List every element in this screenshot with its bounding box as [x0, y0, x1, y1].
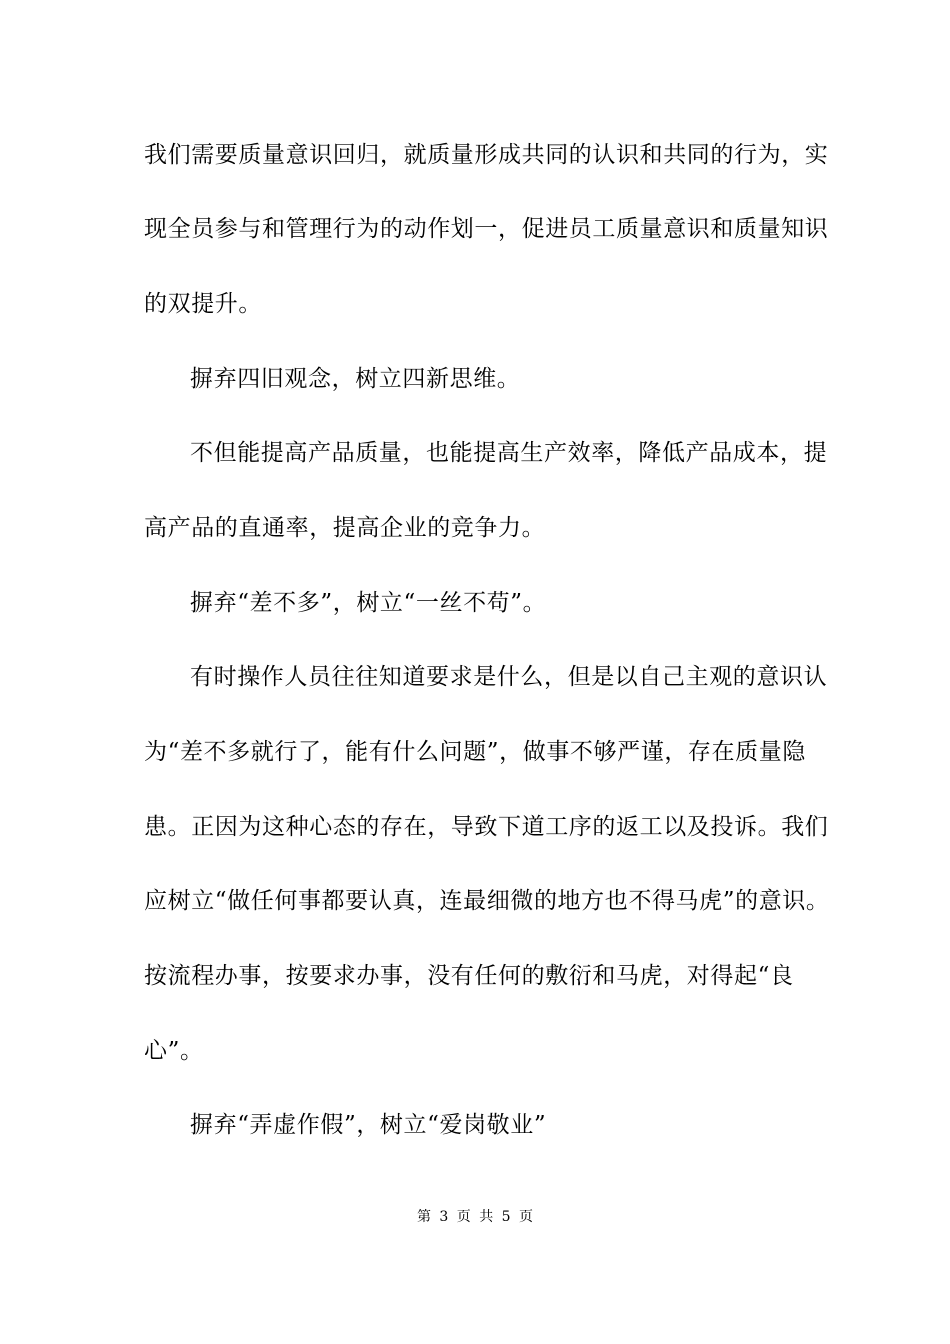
- body-text-line: 现全员参与和管理行为的动作划一，促进员工质量意识和质量知识: [144, 216, 829, 242]
- body-text-line: 应树立“做任何事都要认真，连最细微的地方也不得马虎”的意识。: [144, 888, 830, 914]
- body-text-line: 的双提升。: [144, 291, 262, 317]
- body-text-line: 我们需要质量意识回归，就质量形成共同的认识和共同的行为，实: [144, 142, 829, 168]
- body-text-line: 心”。: [144, 1038, 204, 1064]
- section-heading: 摒弃四旧观念，树立四新思维。: [190, 366, 521, 392]
- section-heading: 摒弃“差不多”，树立“一丝不苟”。: [190, 590, 547, 616]
- page-footer: 第 3 页 共 5 页: [416, 1209, 534, 1225]
- body-text-line: 高产品的直通率，提高企业的竞争力。: [144, 515, 546, 541]
- body-text-line: 不但能提高产品质量，也能提高生产效率，降低产品成本，提: [190, 440, 828, 466]
- body-text-line: 为“差不多就行了，能有什么问题”，做事不够严谨，存在质量隐: [144, 739, 806, 765]
- body-text-line: 患。正因为这种心态的存在，导致下道工序的返工以及投诉。我们: [144, 814, 829, 840]
- body-text-line: 有时操作人员往往知道要求是什么，但是以自己主观的意识认: [190, 664, 828, 690]
- body-text-line: 按流程办事，按要求办事，没有任何的敷衍和马虎，对得起“良: [144, 963, 794, 989]
- section-heading: 摒弃“弄虚作假”，树立“爱岗敬业”: [190, 1112, 547, 1138]
